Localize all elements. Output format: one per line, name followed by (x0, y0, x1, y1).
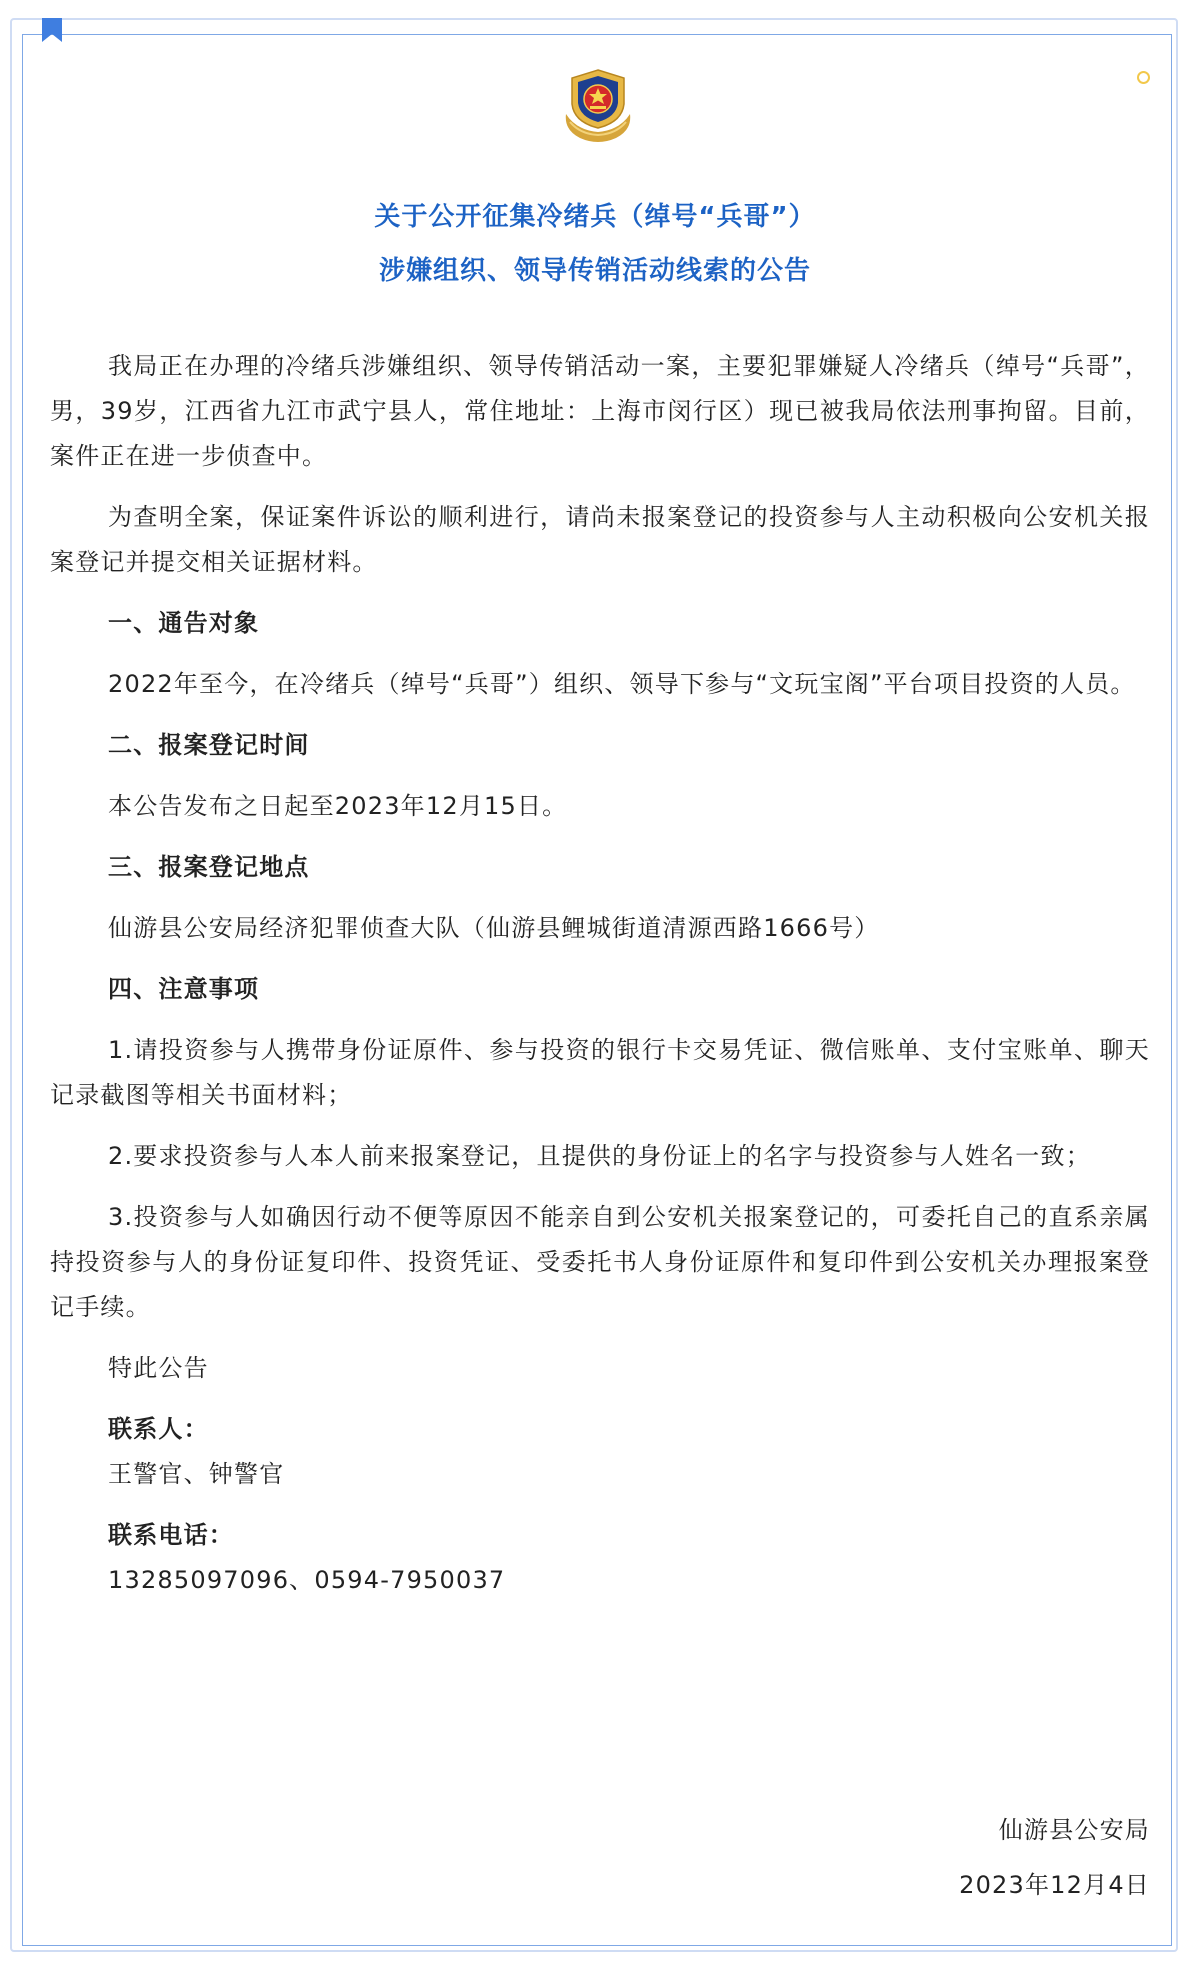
paragraph-request: 为查明全案，保证案件诉讼的顺利进行，请尚未报案登记的投资参与人主动积极向公安机关报案登记并提交相关证据材料。 (50, 503, 1150, 576)
section-text-time: 本公告发布之日起至2023年12月15日。 (108, 792, 568, 820)
title-line-2: 涉嫌组织、领导传销活动线索的公告 (378, 256, 811, 286)
section-heading-targets: 一、通告对象 (108, 609, 260, 637)
paragraph-case-summary: 我局正在办理的冷绪兵涉嫌组织、领导传销活动一案，主要犯罪嫌疑人冷绪兵（绰号“兵哥”，男，39岁，江西省九江市武宁县人，常住地址：上海市闵行区）现已被我局依法刑事拘留。目前，案件正在进一步侦查中。 (50, 352, 1150, 470)
title-line-1: 关于公开征集冷绪兵（绰号“兵哥”） (374, 202, 816, 232)
section-heading-location: 三、报案登记地点 (108, 853, 310, 881)
contact-names: 王警官、钟警官 (108, 1460, 285, 1488)
closing-text: 特此公告 (108, 1354, 209, 1382)
section-text-targets: 2022年至今，在冷绪兵（绰号“兵哥”）组织、领导下参与“文玩宝阁”平台项目投资的人员。 (108, 670, 1136, 698)
section-text-location: 仙游县公安局经济犯罪侦查大队（仙游县鲤城街道清源西路1666号） (108, 914, 880, 942)
note-item-3: 3.投资参与人如确因行动不便等原因不能亲自到公安机关报案登记的，可委托自己的直系亲属持投资参与人的身份证复印件、投资凭证、受委托书人身份证原件和复印件到公安机关办理报案登记手续。 (50, 1203, 1150, 1321)
phone-label: 联系电话： (108, 1521, 234, 1549)
announcement-body (50, 344, 1150, 1619)
section-heading-notes: 四、注意事项 (108, 975, 260, 1003)
note-item-1: 1.请投资参与人携带身份证原件、参与投资的银行卡交易凭证、微信账单、支付宝账单、聊天记录截图等相关书面材料； (50, 1036, 1150, 1109)
police-emblem-icon (560, 68, 636, 144)
phone-numbers: 13285097096、0594-7950037 (108, 1566, 506, 1594)
section-heading-time: 二、报案登记时间 (108, 731, 310, 759)
contact-label: 联系人： (108, 1415, 209, 1443)
issuer-name: 仙游县公安局 (998, 1816, 1150, 1844)
note-item-2: 2.要求投资参与人本人前来报案登记，且提供的身份证上的名字与投资参与人姓名一致； (108, 1142, 1091, 1170)
decorative-dot-icon (1137, 71, 1150, 84)
bookmark-icon (42, 18, 62, 42)
issue-date: 2023年12月4日 (959, 1871, 1150, 1899)
